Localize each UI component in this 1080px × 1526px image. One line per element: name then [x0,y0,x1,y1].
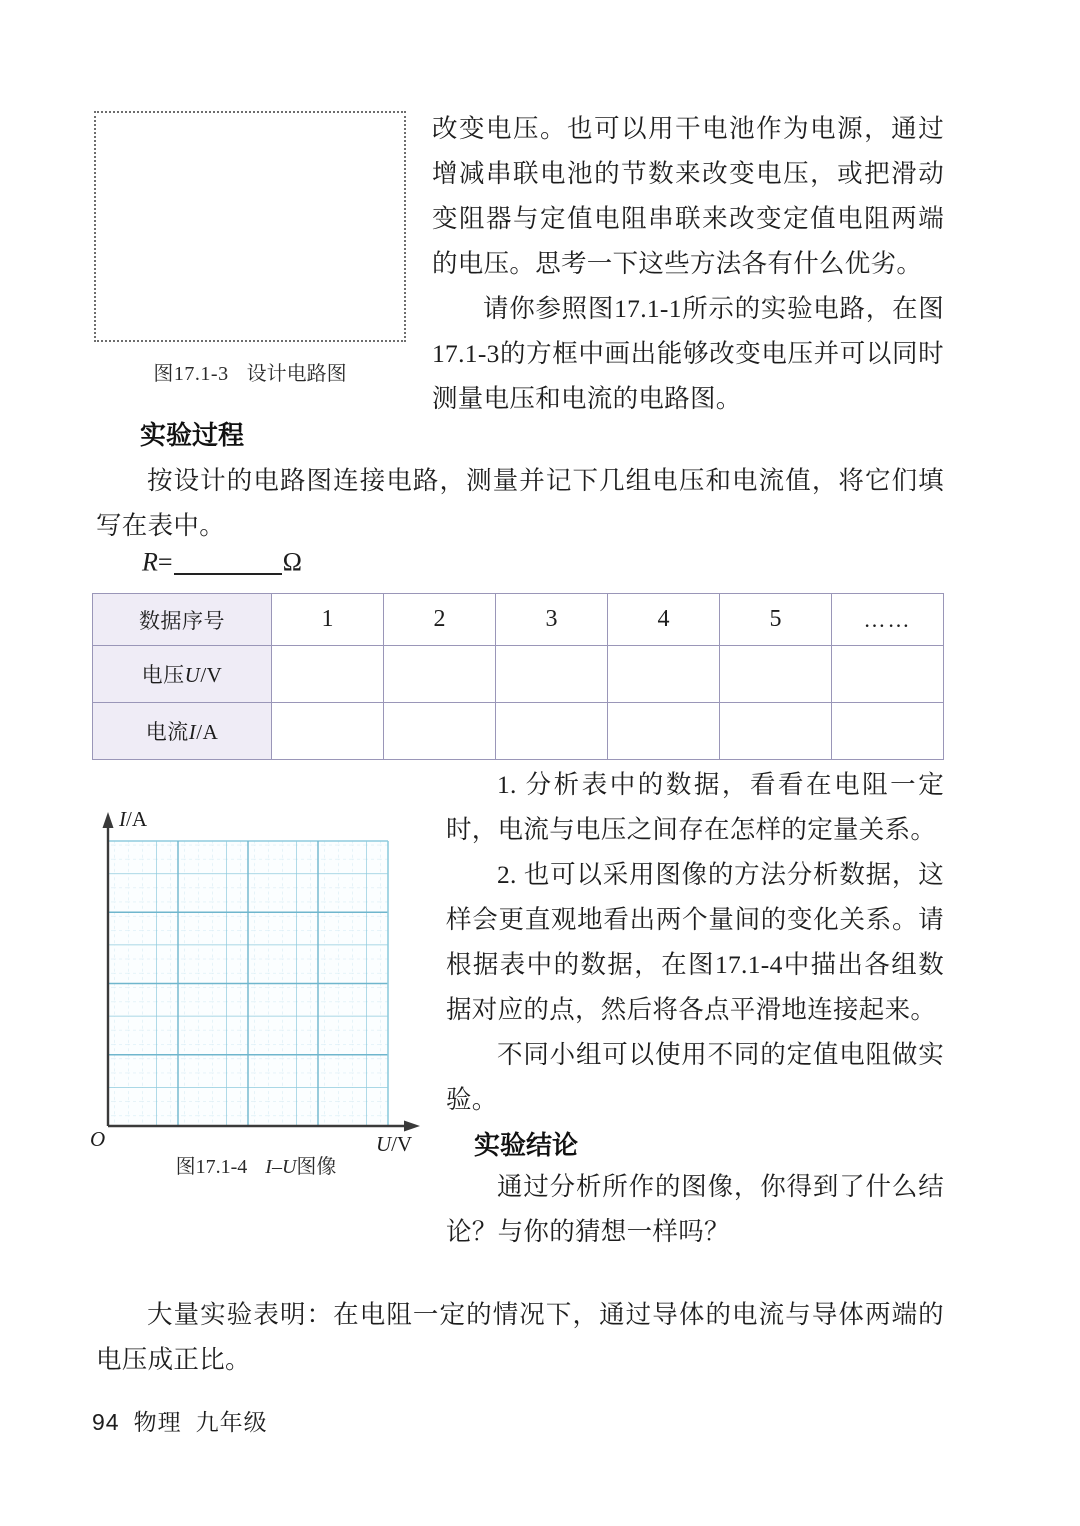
equals-sign: = [157,547,173,577]
paragraph-change-voltage: 改变电压。也可以用干电池作为电源，通过增减串联电池的节数来改变电压，或把滑动变阻器与定值电阻串联来改变定值电阻两端的电压。思考一下这些方法各有什么优劣。 [432,114,944,278]
voltage-unit: /V [200,663,223,687]
heading-experiment-conclusion: 实验结论 [474,1130,579,1160]
x-axis-arrow [404,1121,420,1132]
table-cell-voltage-4[interactable] [608,646,720,703]
table-cell-voltage-2[interactable] [384,646,496,703]
caption-dash: – [271,1156,282,1178]
graph-grid [108,841,388,1126]
table-row-voltage [93,646,944,703]
paragraph-conclusion-question: 通过分析所作的图像，你得到了什么结论？与你的猜想一样吗？ [446,1172,944,1246]
experiment-process-text [96,458,944,548]
table-rowheader-index: 数据序号 [93,594,272,646]
heading-experiment-process: 实验过程 [140,420,245,450]
figure-17-1-3-drawing-box[interactable] [94,111,406,342]
table-cell-index-1[interactable]: 1 [272,594,384,646]
table-cell-index-ellipsis[interactable]: …… [832,594,944,646]
figure-17-1-4-caption [86,1150,426,1179]
footer-grade: 九年级 [195,1409,268,1435]
table-cell-current-4[interactable] [608,703,720,760]
current-unit: /A [196,720,219,744]
table-cell-index-2[interactable]: 2 [384,594,496,646]
table-cell-voltage-6[interactable] [832,646,944,703]
table-cell-voltage-5[interactable] [720,646,832,703]
table-rowheader-current [93,703,272,760]
paragraph-ohm-law-summary: 大量实验表明：在电阻一定的情况下，通过导体的电流与导体两端的电压成正比。 [96,1300,944,1374]
current-symbol: I [188,720,197,744]
iu-graph-svg[interactable] [86,802,426,1152]
table-cell-index-4[interactable]: 4 [608,594,720,646]
top-right-text-column [432,106,944,421]
figure-17-1-4 [86,802,426,1202]
page-footer [92,1404,268,1437]
paragraph-connect-circuit: 按设计的电路图连接电路，测量并记下几组电压和电流值，将它们填写在表中。 [96,466,944,540]
table-cell-voltage-1[interactable] [272,646,384,703]
figure-17-1-4-caption-title: 图像 [296,1156,337,1178]
caption-symbol-i: I [265,1156,272,1178]
bottom-summary-block [96,1292,944,1382]
figure-17-1-3-caption [94,357,406,386]
table-cell-index-3[interactable]: 3 [496,594,608,646]
figure-17-1-3-caption-title: 设计电路图 [246,363,347,385]
table-rowheader-voltage [93,646,272,703]
table-cell-current-2[interactable] [384,703,496,760]
ohm-unit: Ω [282,547,302,577]
paragraph-different-groups: 不同小组可以使用不同的定值电阻做实验。 [446,1040,944,1114]
figure-17-1-3-caption-number: 图17.1-3 [153,363,229,385]
x-axis-label: U/V [376,1132,413,1152]
caption-symbol-u: U [281,1156,297,1178]
resistance-symbol: R [142,547,158,577]
table-cell-current-5[interactable] [720,703,832,760]
resistance-fill-in-line [142,546,302,578]
question-item-1: 1. 分析表中的数据，看看在电阻一定时，电流与电压之间存在怎样的定量关系。 [446,770,944,844]
origin-label: O [90,1127,106,1151]
paragraph-draw-circuit: 请你参照图17.1-1所示的实验电路，在图17.1-3的方框中画出能够改变电压并可以同时测量电压和电流的电路图。 [432,294,944,413]
figure-17-1-4-caption-number: 图17.1-4 [175,1156,248,1178]
table-cell-current-6[interactable] [832,703,944,760]
y-axis-arrow [103,812,114,828]
table-row-current [93,703,944,760]
table-cell-index-5[interactable]: 5 [720,594,832,646]
table-cell-current-3[interactable] [496,703,608,760]
footer-subject: 物理 [133,1409,182,1435]
y-axis-label: I/A [119,807,147,831]
table-cell-current-1[interactable] [272,703,384,760]
question-item-2: 2. 也可以采用图像的方法分析数据，这样会更直观地看出两个量间的变化关系。请根据表中的数据，在图17.1-4中描出各组数据对应的点，然后将各点平滑地连接起来。 [446,860,944,1024]
voltage-label-prefix: 电压 [141,663,185,687]
resistance-blank-field[interactable] [174,546,282,575]
table-row-index [93,594,944,646]
page-number: 94 [92,1409,120,1435]
current-label-prefix: 电流 [145,720,189,744]
voltage-symbol: U [184,663,201,687]
mid-right-text-column [446,762,944,1254]
table-cell-voltage-3[interactable] [496,646,608,703]
measurement-data-table[interactable] [92,593,944,760]
